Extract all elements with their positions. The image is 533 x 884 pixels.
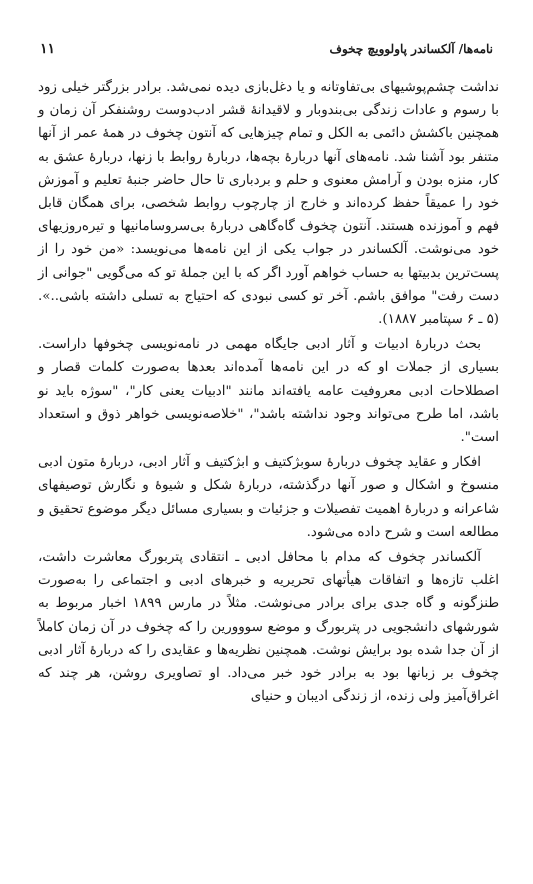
body-text <box>38 76 499 708</box>
paragraph: بحث دربارهٔ ادبیات و آثار ادبی جایگاه مهمی در نامه‌نویسی چخوفها داراست. بسیاری از جملات او که در این نامه‌ها آمده‌اند بعدها به‌صورت کلمات قصار و اصطلاحات ادبی معروفیت عامه یافته‌اند مانند "ادبیات یعنی کار"، "سوژه باید نو باشد، اما طرح می‌تواند وجود نداشته باشد"، "خلاصه‌نویسی خواهر ذوق و استعداد است". <box>38 337 499 446</box>
paragraph: افکار و عقاید چخوف دربارهٔ سوبژکتیف و ابژکتیف و آثار ادبی، دربارهٔ متون ادبی منسوخ و اشکال و صور آنها درگذشته، دربارهٔ شکل و شیوهٔ و نگارش توصیفهای شاعرانه و دربارهٔ اهمیت تفصیلات و جزئیات و بسیاری مسائل دیگر موضوع تحقیق و مطالعه است و شرح داده می‌شود. <box>38 455 499 540</box>
paragraph: نداشت چشم‌پوشیهای بی‌تفاوتانه و یا دغل‌بازی دیده نمی‌شد. برادر بزرگتر خیلی زود با رسوم و عادات زندگی بی‌بندوبار و لاقیدانهٔ قشر ادب‌دوست روشنفکر آن زمان و همچنین باکشش دائمی به الکل و تمام چیزهایی که آنتون چخوف در همهٔ عمر از آنها متنفر بود آشنا شد. نامه‌های آنها دربارهٔ بچه‌ها، دربارهٔ روابط با زنها، دربارهٔ عشق به کار، منزه بودن و آرامش معنوی و حلم و بردباری تا حال حاضر جنبهٔ تعلیم و آموزش خود را عمیقاً حفظ کرده‌اند و خارج از چارچوب روابط شخصی، برای همگان قابل فهم و آموزنده هستند. آنتون چخوف گاه‌گاهی دربارهٔ بی‌سروسامانیها و تیره‌روزیهای خود می‌نوشت. آلکساندر در جواب یکی از این نامه‌ها می‌نویسد: «من خود را از پست‌ترین بدبیتها به حساب خواهم آورد اگر که با این جملهٔ تو که می‌گویی "جوانی از دست رفت" موافق باشم. آخر تو کسی نبودی که احتیاج به تسلی داشته باشی..». (۵ ـ ۶ سپتامبر ۱۸۸۷). <box>38 80 499 328</box>
running-title: نامه‌ها/ آلکساندر پاولوویچ چخوف <box>329 42 493 56</box>
page-number: ۱۱ <box>40 41 56 57</box>
paragraph: آلکساندر چخوف که مدام با محافل ادبی ـ انتقادی پتربورگ معاشرت داشت، اغلب تازه‌ها و اتفاقات هیأتهای تحریریه و خبرهای ادبی و اجتماعی را به‌صورت طنزگونه و گاه جدی برای برادر می‌نوشت. مثلاً در مارس ۱۸۹۹ اخبار مربوط به شورشهای دانشجویی در پتربورگ و موضع سووورین را که چخوف در آن زمان کاملاً از آن جدا شده بود برایش نوشت. همچنین نظریه‌ها و عقایدی را که دربارهٔ آثار ادبی چخوف بر زبانها بود به برادر خود خبر می‌داد. او تصاویری روشن، هر چند که اغراق‌آمیز ولی زنده، از زندگی ادیبان و حنیای <box>38 550 499 705</box>
page-header <box>40 38 493 60</box>
